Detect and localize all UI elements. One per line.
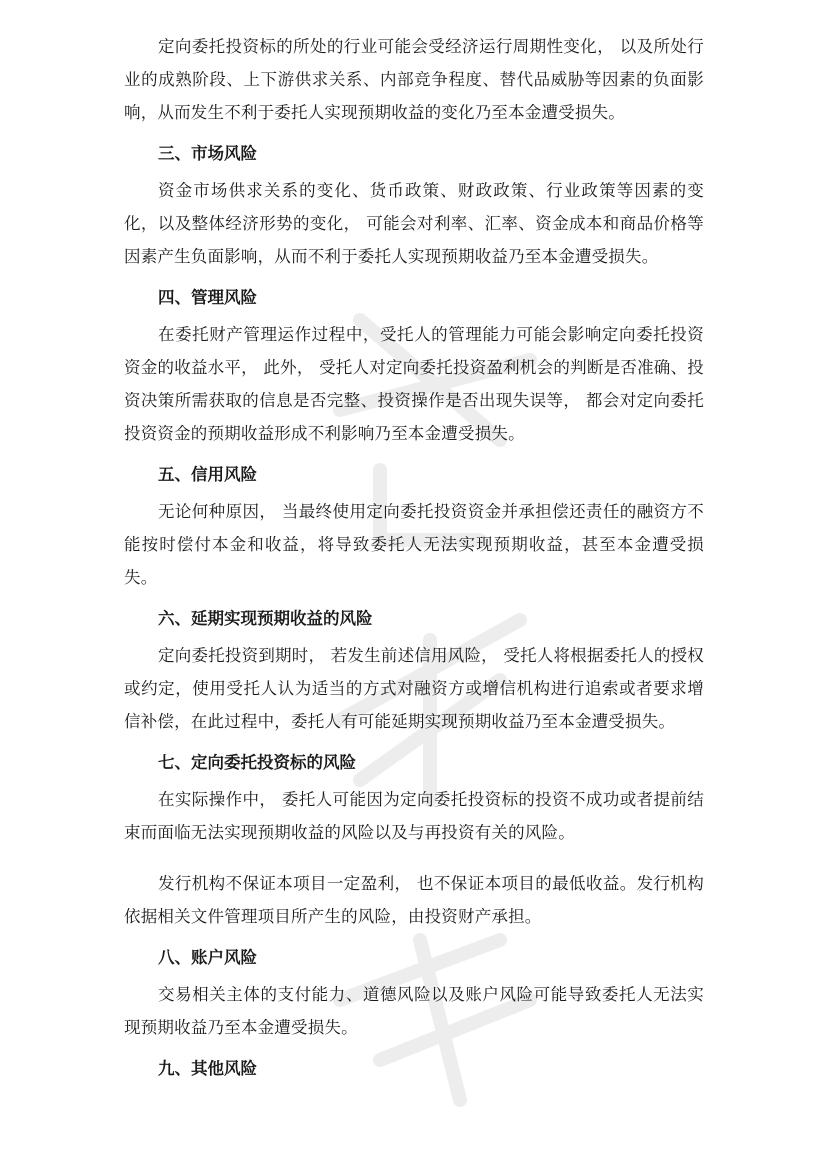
paragraph: 在委托财产管理运作过程中，受托人的管理能力可能会影响定向委托投资资金的收益水平， 此外， 受托人对定向委托投资盈利机会的判断是否准确、投资决策所需获取的信息是否完整、投资操作是否出现失误等， 都会对定向委托投资资金的预期收益形成不利影响乃至本金遭受损失。 [124,325,704,443]
paragraph: 定向委托投资标的所处的行业可能会受经济运行周期性变化， 以及所处行业的成熟阶段、上下游供求关系、内部竞争程度、替代品威胁等因素的负面影响，从而发生不利于委托人实现预期收益的变化乃至本金遭受损失。 [124,37,704,122]
paragraph: 无论何种原因， 当最终使用定向委托投资资金并承担偿还责任的融资方不能按时偿付本金和收益，将导致委托人无法实现预期收益，甚至本金遭受损失。 [124,502,704,587]
section-heading-market-risk: 三、市场风险 [158,144,257,163]
section-heading-target-risk: 七、定向委托投资标的风险 [158,753,356,772]
section-heading-management-risk: 四、管理风险 [158,288,257,307]
section-heading-credit-risk: 五、信用风险 [158,465,257,484]
paragraph: 资金市场供求关系的变化、货币政策、财政政策、行业政策等因素的变化，以及整体经济形势的变化， 可能会对利率、汇率、资金成本和商品价格等因素产生负面影响，从而不利于委托人实现预期收益乃至本金遭受损失。 [124,181,704,266]
section-heading-delay-risk: 六、延期实现预期收益的风险 [158,609,373,628]
section-heading-account-risk: 八、账户风险 [158,948,257,967]
document-page [124,30,704,1089]
paragraph: 定向委托投资到期时， 若发生前述信用风险， 受托人将根据委托人的授权或约定，使用受托人认为适当的方式对融资方或增信机构进行追索或者要求增信补偿，在此过程中，委托人有可能延期实现预期收益乃至本金遭受损失。 [124,646,704,731]
paragraph: 在实际操作中， 委托人可能因为定向委托投资标的投资不成功或者提前结束而面临无法实现预期收益的风险以及与再投资有关的风险。 [124,790,704,842]
section-heading-other-risk: 九、其他风险 [158,1059,257,1078]
paragraph: 交易相关主体的支付能力、道德风险以及账户风险可能导致委托人无法实现预期收益乃至本金遭受损失。 [124,985,704,1037]
paragraph: 发行机构不保证本项目一定盈利， 也不保证本项目的最低收益。发行机构依据相关文件管理项目所产生的风险，由投资财产承担。 [124,874,704,926]
